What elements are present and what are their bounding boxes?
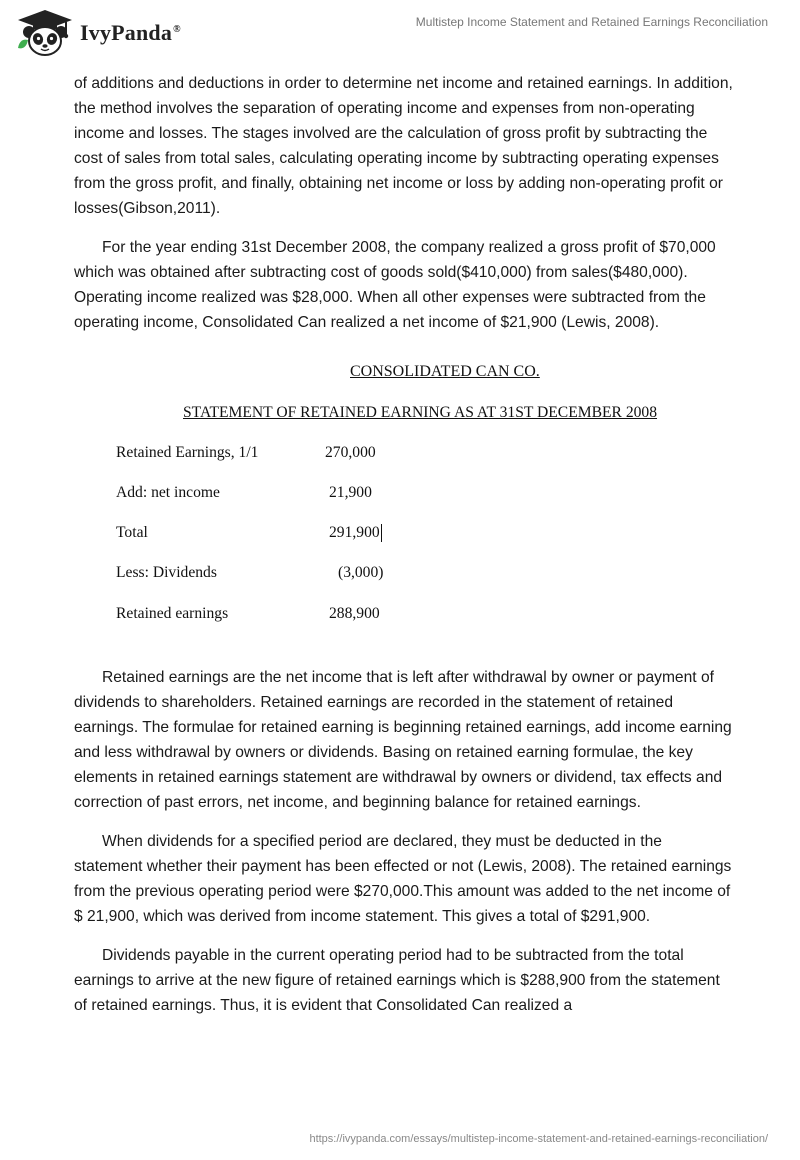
row-label: Add: net income (116, 484, 220, 501)
row-label: Less: Dividends (116, 564, 217, 581)
source-url[interactable]: https://ivypanda.com/essays/multistep-income-statement-and-retained-earnings-reconciliation/ (309, 1133, 768, 1145)
retained-earnings-statement (74, 351, 734, 665)
paragraph-3: Retained earnings are the net income that is left after withdrawal by owner or payment of dividends to shareholders. Retained earnings are recorded in the statement of retained earnings. The formulae for retained earning is beginning retained earnings, add income earning and less withdrawal by owners or dividends. Basing on retained earning formulae, the key elements in retained earnings statement are withdrawal by owners or dividend, tax effects and correction of past errors, net income, and beginning balance for retained earnings. (74, 669, 732, 811)
essay-body (74, 71, 734, 1018)
document-title: Multistep Income Statement and Retained Earnings Reconciliation (415, 15, 768, 29)
row-label: Retained earnings (116, 605, 229, 622)
row-value: 291,900 (329, 524, 380, 541)
statement-title: STATEMENT OF RETAINED EARNING AS AT 31ST DECEMBER 2008 (183, 404, 658, 421)
brand-text: IvyPanda (80, 20, 173, 45)
statement-company-name: CONSOLIDATED CAN CO. (350, 363, 540, 380)
statement-row (116, 524, 516, 548)
paragraph-5: Dividends payable in the current operating period had to be subtracted from the total earnings to arrive at the new figure of retained earnings which is $288,900 from the statement of retained earnings. Thus, it is evident that Consolidated Can realized a (74, 947, 720, 1014)
page-header (0, 0, 800, 70)
paragraph-1: of additions and deductions in order to determine net income and retained earnings. In addition, the method involves the separation of operating income and expenses from non-operating income and losses. The stages involved are the calculation of gross profit by subtracting the cost of sales from total sales, calculating operating income by subtracting operating expenses from the gross profit, and finally, obtaining net income or loss by adding non-operating profit or losses(Gibson,2011). (74, 75, 733, 217)
panda-graduate-logo-icon[interactable] (14, 8, 76, 58)
row-value: 288,900 (329, 605, 380, 622)
row-label: Total (116, 524, 148, 541)
row-label: Retained Earnings, 1/1 (116, 444, 259, 461)
statement-row (116, 564, 516, 588)
paragraph-4: When dividends for a specified period are declared, they must be deducted in the statement whether their payment has been effected or not (Lewis, 2008). The retained earnings from the previous operating period were $270,000.This amount was added to the net income of $ 21,900, which was derived from income statement. This gives a total of $291,900. (74, 833, 732, 925)
brand-name[interactable] (80, 20, 181, 46)
paragraph-2: For the year ending 31st December 2008, the company realized a gross profit of $70,000 which was obtained after subtracting cost of goods sold($410,000) from sales($480,000). Operating income realized was $28,000. When all other expenses were subtracted from the operating income, Consolidated Can realized a net income of $21,900 (Lewis, 2008). (74, 239, 716, 331)
row-value: 21,900 (329, 484, 372, 501)
row-value: 270,000 (325, 444, 376, 461)
statement-row (116, 605, 516, 629)
registered-mark: ® (173, 23, 181, 35)
row-value: (3,000) (338, 564, 384, 581)
statement-row (116, 484, 516, 508)
statement-row (116, 444, 516, 468)
